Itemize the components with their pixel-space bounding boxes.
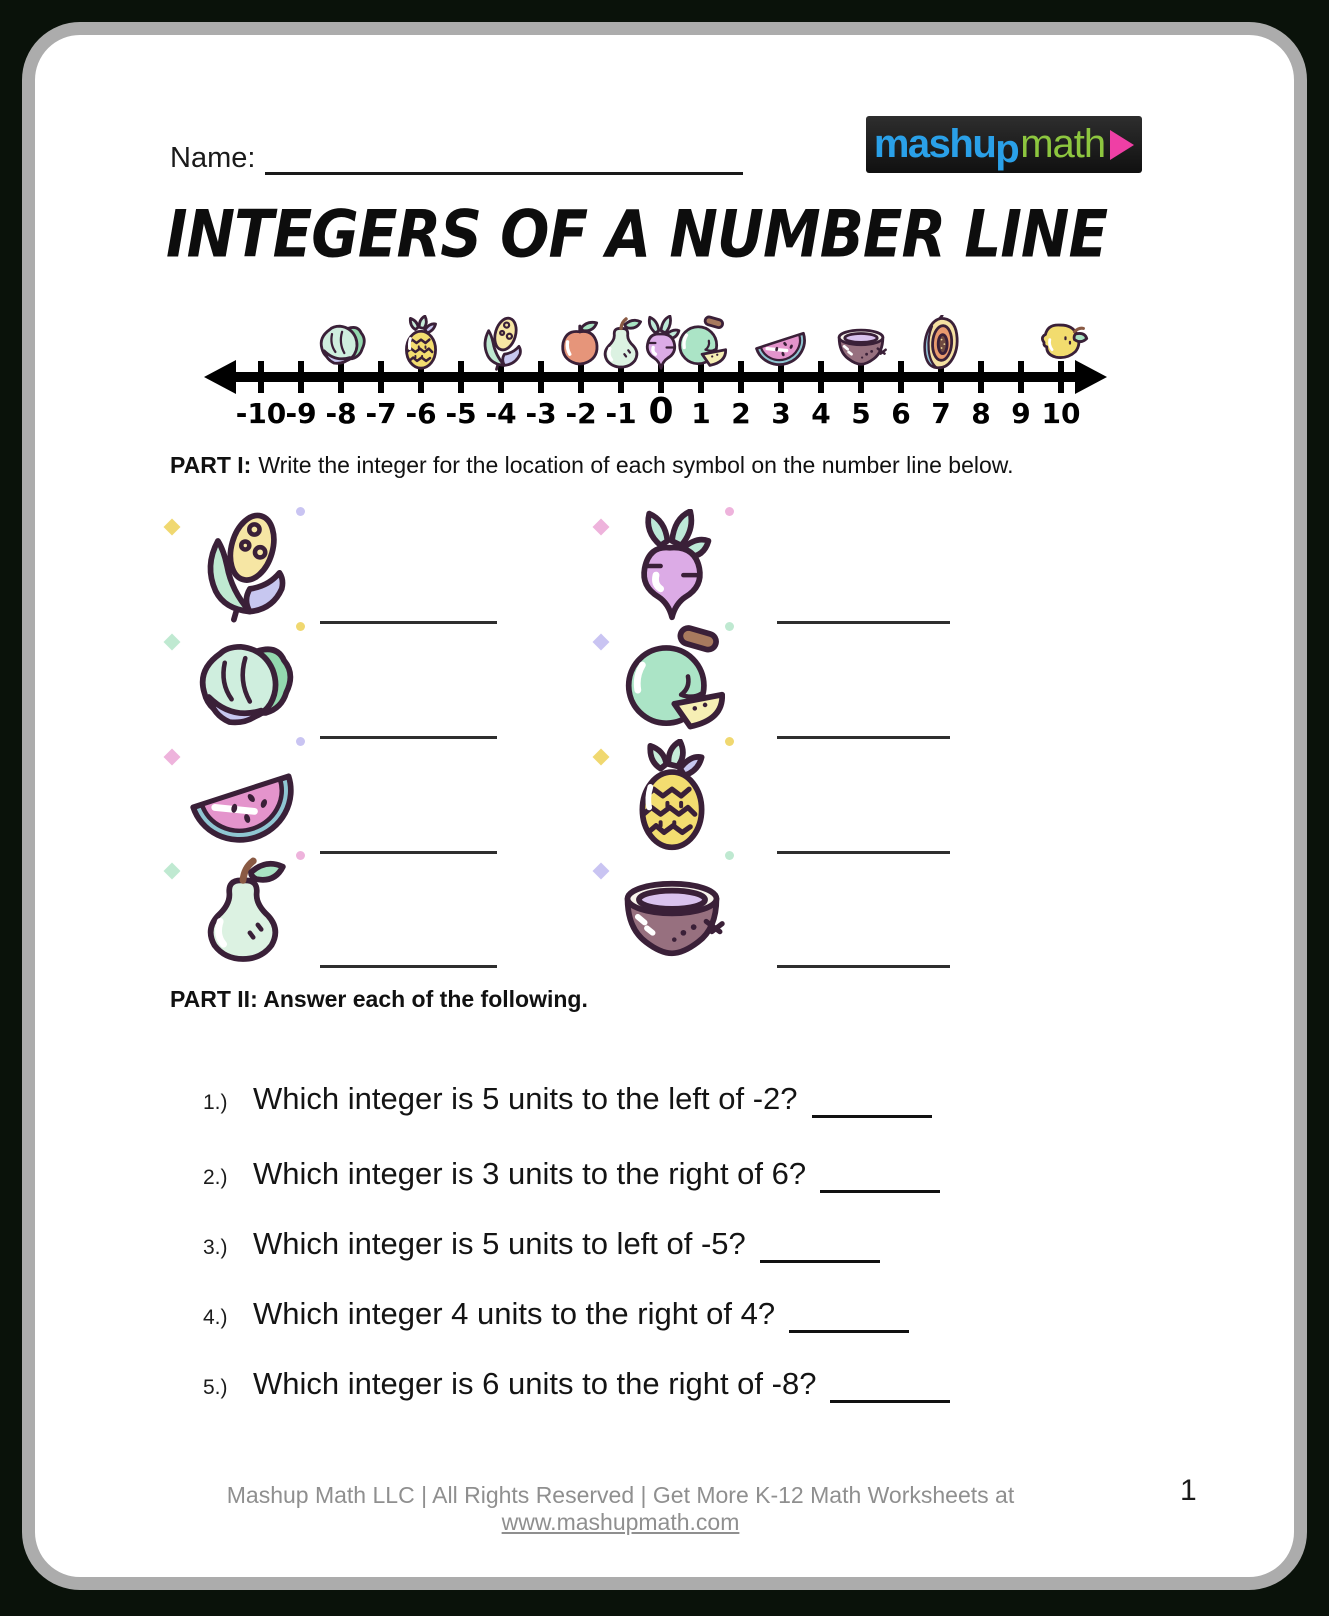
play-triangle-icon <box>1110 130 1134 160</box>
question-text: Which integer is 5 units to the left of -2? <box>253 1081 798 1116</box>
part1-answer-blank[interactable] <box>777 621 950 624</box>
number-line-tick-label: 10 <box>1041 397 1081 430</box>
logo-text-math: math <box>1020 122 1106 166</box>
question-text: Which integer is 3 units to the right of 6? <box>253 1156 807 1191</box>
number-line-tick-label: -5 <box>445 397 477 430</box>
question-number: 1.) <box>203 1091 228 1114</box>
mashup-math-logo <box>866 116 1142 173</box>
sparkle-icon <box>296 507 305 516</box>
number-line-tick-label: 4 <box>811 397 831 430</box>
sparkle-icon <box>164 634 181 651</box>
number-line-symbol-coconut <box>833 314 889 372</box>
number-line-tick-label: -4 <box>485 397 517 430</box>
number-line-tick-label: -1 <box>605 397 637 430</box>
melon-icon <box>673 314 729 372</box>
corn-icon <box>184 509 302 623</box>
question-answer-blank[interactable] <box>820 1156 940 1193</box>
number-line-tick-label: -9 <box>285 397 317 430</box>
part1-heading-text: Write the integer for the location of each symbol on the number line below. <box>258 452 1014 478</box>
logo-letter-p: p <box>995 127 1019 171</box>
part1-answer-blank[interactable] <box>320 851 497 854</box>
part1-symbol-pear <box>184 853 302 967</box>
question-text: Which integer is 6 units to the right of -8? <box>253 1366 817 1401</box>
number-line-tick-label: -7 <box>365 397 397 430</box>
part1-answer-blank[interactable] <box>320 621 497 624</box>
sparkle-icon <box>296 622 305 631</box>
question-row <box>203 1366 950 1403</box>
melon-icon <box>613 624 731 738</box>
number-line-tick-label: 3 <box>771 397 791 430</box>
sparkle-icon <box>593 634 610 651</box>
sparkle-icon <box>164 519 181 536</box>
sparkle-icon <box>725 622 734 631</box>
question-row <box>203 1296 909 1333</box>
papaya-icon <box>913 314 969 372</box>
number-line-symbol-pineapple <box>393 314 449 372</box>
question-number: 4.) <box>203 1306 228 1329</box>
sparkle-icon <box>296 737 305 746</box>
sparkle-icon <box>593 519 610 536</box>
lemon-icon <box>1033 314 1089 372</box>
watermelon-icon <box>184 739 302 853</box>
watermelon-icon <box>753 314 809 372</box>
sparkle-icon <box>164 863 181 880</box>
part1-answer-blank[interactable] <box>320 736 497 739</box>
number-line-tick-label: 6 <box>891 397 911 430</box>
pineapple-icon <box>393 314 449 372</box>
question-answer-blank[interactable] <box>830 1366 950 1403</box>
page-number: 1 <box>1180 1474 1197 1507</box>
sparkle-icon <box>296 851 305 860</box>
number-line-tick-label: 5 <box>851 397 871 430</box>
number-line-tick <box>818 361 824 393</box>
number-line-tick <box>258 361 264 393</box>
number-line-tick <box>538 361 544 393</box>
part1-answer-blank[interactable] <box>777 965 950 968</box>
question-text: Which integer 4 units to the right of 4? <box>253 1296 776 1331</box>
name-row <box>170 138 743 175</box>
number-line-tick <box>1018 361 1024 393</box>
question-answer-blank[interactable] <box>760 1226 880 1263</box>
question-text: Which integer is 5 units to left of -5? <box>253 1226 746 1261</box>
number-line-tick-label: 9 <box>1011 397 1031 430</box>
number-line-tick-label: -3 <box>525 397 557 430</box>
number-line-tick-label: -2 <box>565 397 597 430</box>
part1-heading <box>170 452 1014 479</box>
number-line-tick <box>978 361 984 393</box>
question-number: 5.) <box>203 1376 228 1399</box>
number-line-bar <box>220 372 1085 382</box>
part1-symbol-radish <box>613 509 731 623</box>
part2-heading: PART II: Answer each of the following. <box>170 986 588 1012</box>
question-row <box>203 1081 932 1118</box>
number-line-symbol-lemon <box>1033 314 1089 372</box>
sparkle-icon <box>593 863 610 880</box>
number-line-tick <box>458 361 464 393</box>
part1-symbol-coconut <box>613 853 731 967</box>
number-line-symbol-watermelon <box>753 314 809 372</box>
part1-symbol-corn <box>184 509 302 623</box>
corn-icon <box>473 314 529 372</box>
footer-link[interactable]: www.mashupmath.com <box>501 1509 740 1535</box>
number-line-tick-label: -10 <box>235 397 287 430</box>
number-line-tick <box>738 361 744 393</box>
number-line-tick-label: -8 <box>325 397 357 430</box>
part1-symbol-melon <box>613 624 731 738</box>
number-line-tick <box>898 361 904 393</box>
footer-text: Mashup Math LLC | All Rights Reserved | Get More K-12 Math Worksheets at <box>226 1482 1015 1508</box>
name-input-line[interactable] <box>265 138 743 175</box>
sparkle-icon <box>725 851 734 860</box>
coconut-icon <box>833 314 889 372</box>
number-line-tick <box>298 361 304 393</box>
sparkle-icon <box>593 749 610 766</box>
footer <box>168 1482 1073 1536</box>
sparkle-icon <box>164 749 181 766</box>
question-answer-blank[interactable] <box>789 1296 909 1333</box>
number-line-tick-label: 8 <box>971 397 991 430</box>
coconut-icon <box>613 853 731 967</box>
part1-symbol-pineapple <box>613 739 731 853</box>
sparkle-icon <box>725 737 734 746</box>
question-row <box>203 1156 940 1193</box>
question-number: 2.) <box>203 1166 228 1189</box>
pineapple-icon <box>613 739 731 853</box>
part1-answer-blank[interactable] <box>777 851 950 854</box>
number-line-tick-label: 2 <box>731 397 751 430</box>
number-line-tick-label: 7 <box>931 397 951 430</box>
number-line-symbol-melon <box>673 314 729 372</box>
pear-icon <box>184 853 302 967</box>
part1-answer-blank[interactable] <box>777 736 950 739</box>
logo-text-mashup: mashup <box>873 122 1019 171</box>
number-line-tick-label: -6 <box>405 397 437 430</box>
radish-icon <box>613 509 731 623</box>
cabbage-icon <box>184 624 302 738</box>
number-line-symbol-corn <box>473 314 529 372</box>
number-line-symbol-papaya <box>913 314 969 372</box>
question-number: 3.) <box>203 1236 228 1259</box>
part1-symbol-cabbage <box>184 624 302 738</box>
number-line-tick-label: 1 <box>691 397 711 430</box>
question-row <box>203 1226 880 1263</box>
cabbage-icon <box>313 314 369 372</box>
number-line-symbol-cabbage <box>313 314 369 372</box>
part1-heading-label: PART I: <box>170 452 252 478</box>
number-line-tick-label: 0 <box>648 391 674 432</box>
name-label: Name: <box>170 142 256 174</box>
number-line-tick <box>378 361 384 393</box>
sparkle-icon <box>725 507 734 516</box>
question-answer-blank[interactable] <box>812 1081 932 1118</box>
worksheet-title: INTEGERS OF A NUMBER LINE <box>166 196 1108 273</box>
part1-answer-blank[interactable] <box>320 965 497 968</box>
number-line <box>180 305 1140 430</box>
part1-symbol-watermelon <box>184 739 302 853</box>
